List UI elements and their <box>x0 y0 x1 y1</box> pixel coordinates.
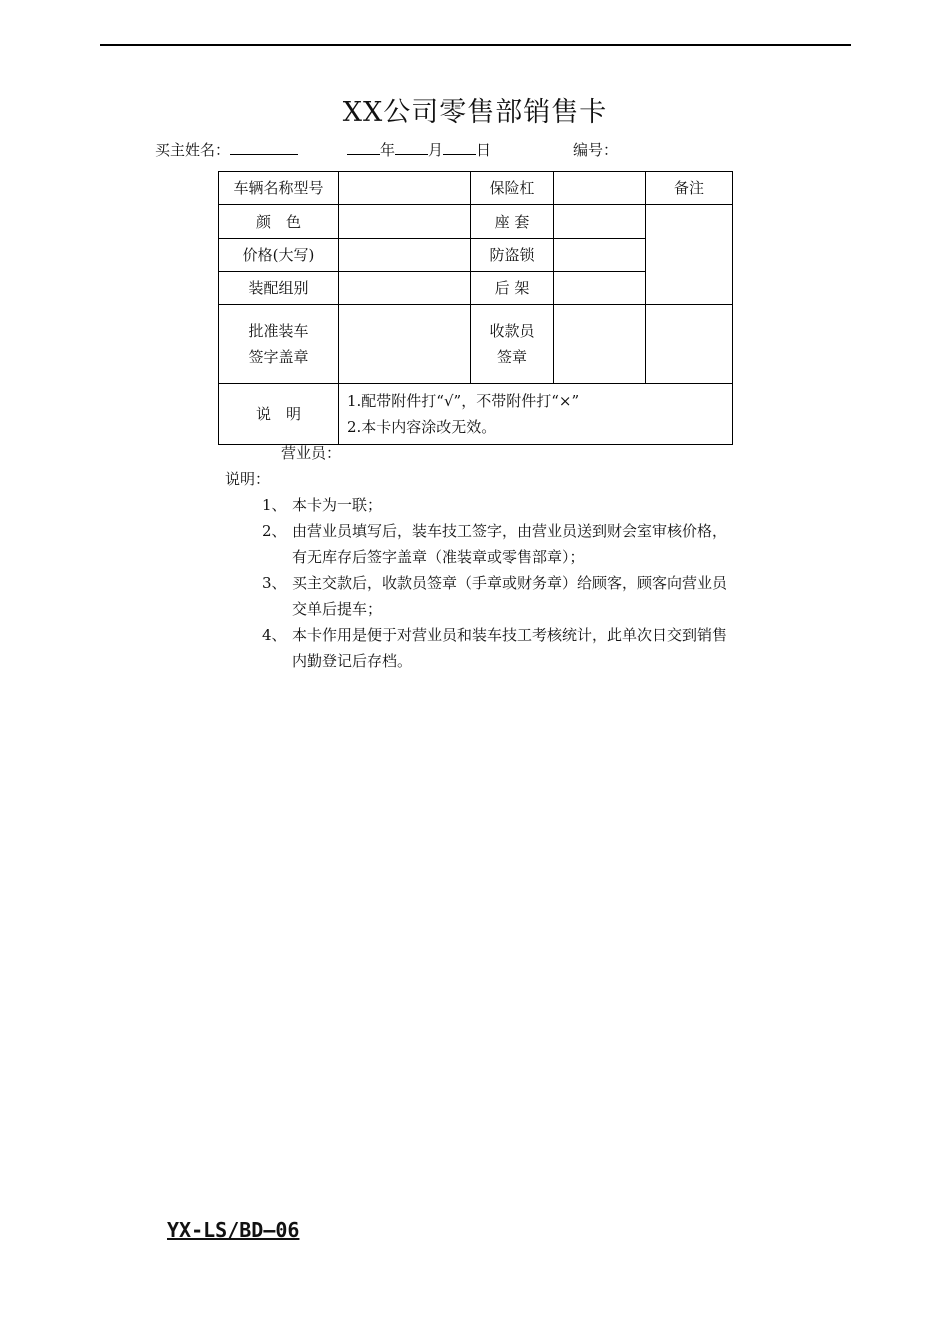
page-title: XX公司零售部销售卡 <box>342 97 608 128</box>
approval-label-line1: 批准装车 <box>248 322 309 340</box>
date-field[interactable] <box>347 139 491 160</box>
assembly-group-cell[interactable] <box>339 272 471 305</box>
approval-label <box>219 305 339 384</box>
anti-theft-lock-cell[interactable] <box>554 239 646 272</box>
seat-cover-cell[interactable] <box>554 205 646 239</box>
buyer-name-field[interactable] <box>155 139 298 160</box>
note-text: 本卡为一联； <box>292 496 383 514</box>
month-blank[interactable] <box>395 140 428 155</box>
buyer-name-blank[interactable] <box>230 140 298 155</box>
extra-cell[interactable] <box>646 305 733 384</box>
explain-cell <box>339 384 733 445</box>
bumper-label: 保险杠 <box>471 172 554 205</box>
price-cell[interactable] <box>339 239 471 272</box>
price-label: 价格(大写) <box>219 239 339 272</box>
color-cell[interactable] <box>339 205 471 239</box>
note-text: 本卡作用是便于对营业员和装车技工考核统计，此单次日交到销售内勤登记后存档。 <box>292 626 728 670</box>
number-label: 编号： <box>573 141 619 159</box>
list-item <box>262 622 732 674</box>
explain-label: 说 明 <box>219 384 339 445</box>
note-number: 4、 <box>262 626 287 644</box>
sales-card-table <box>218 171 733 445</box>
day-label: 日 <box>476 141 492 159</box>
assembly-group-label: 装配组别 <box>219 272 339 305</box>
note-number: 3、 <box>262 574 287 592</box>
notes-heading: 说明： <box>225 470 271 488</box>
note-number: 2、 <box>262 522 287 540</box>
note-text: 由营业员填写后，装车技工签字，由营业员送到财会室审核价格，有无库存后签字盖章（准装章或零售部章）； <box>292 522 728 566</box>
month-label: 月 <box>428 141 444 159</box>
vehicle-model-label: 车辆名称型号 <box>219 172 339 205</box>
cashier-label-line2: 签章 <box>496 348 527 366</box>
notes-list <box>262 492 732 674</box>
approval-cell[interactable] <box>339 305 471 384</box>
list-item <box>262 492 732 518</box>
list-item <box>262 518 732 570</box>
rear-rack-cell[interactable] <box>554 272 646 305</box>
year-label: 年 <box>380 141 396 159</box>
vehicle-model-cell[interactable] <box>339 172 471 205</box>
salesperson-label: 营业员： <box>281 444 342 462</box>
note-number: 1、 <box>262 496 287 514</box>
seat-cover-label: 座 套 <box>471 205 554 239</box>
remarks-label: 备注 <box>646 172 733 205</box>
bumper-cell[interactable] <box>554 172 646 205</box>
cashier-label-line1: 收款员 <box>489 322 535 340</box>
day-blank[interactable] <box>443 140 476 155</box>
anti-theft-lock-label: 防盗锁 <box>471 239 554 272</box>
cashier-label <box>471 305 554 384</box>
header-rule <box>100 44 851 46</box>
document-code: YX-LS/BD—06 <box>167 1218 300 1242</box>
color-label: 颜 色 <box>219 205 339 239</box>
remarks-cell[interactable] <box>646 205 733 305</box>
list-item <box>262 570 732 622</box>
buyer-name-label: 买主姓名： <box>155 141 231 159</box>
explain-line-1: 1.配带附件打“√”，不带附件打“×” <box>347 392 580 410</box>
note-text: 买主交款后，收款员签章（手章或财务章）给顾客，顾客向营业员交单后提车； <box>292 574 728 618</box>
cashier-signature-cell[interactable] <box>554 305 646 384</box>
approval-label-line2: 签字盖章 <box>248 348 309 366</box>
year-blank[interactable] <box>347 140 380 155</box>
explain-line-2: 2.本卡内容涂改无效。 <box>347 418 497 436</box>
rear-rack-label: 后 架 <box>471 272 554 305</box>
